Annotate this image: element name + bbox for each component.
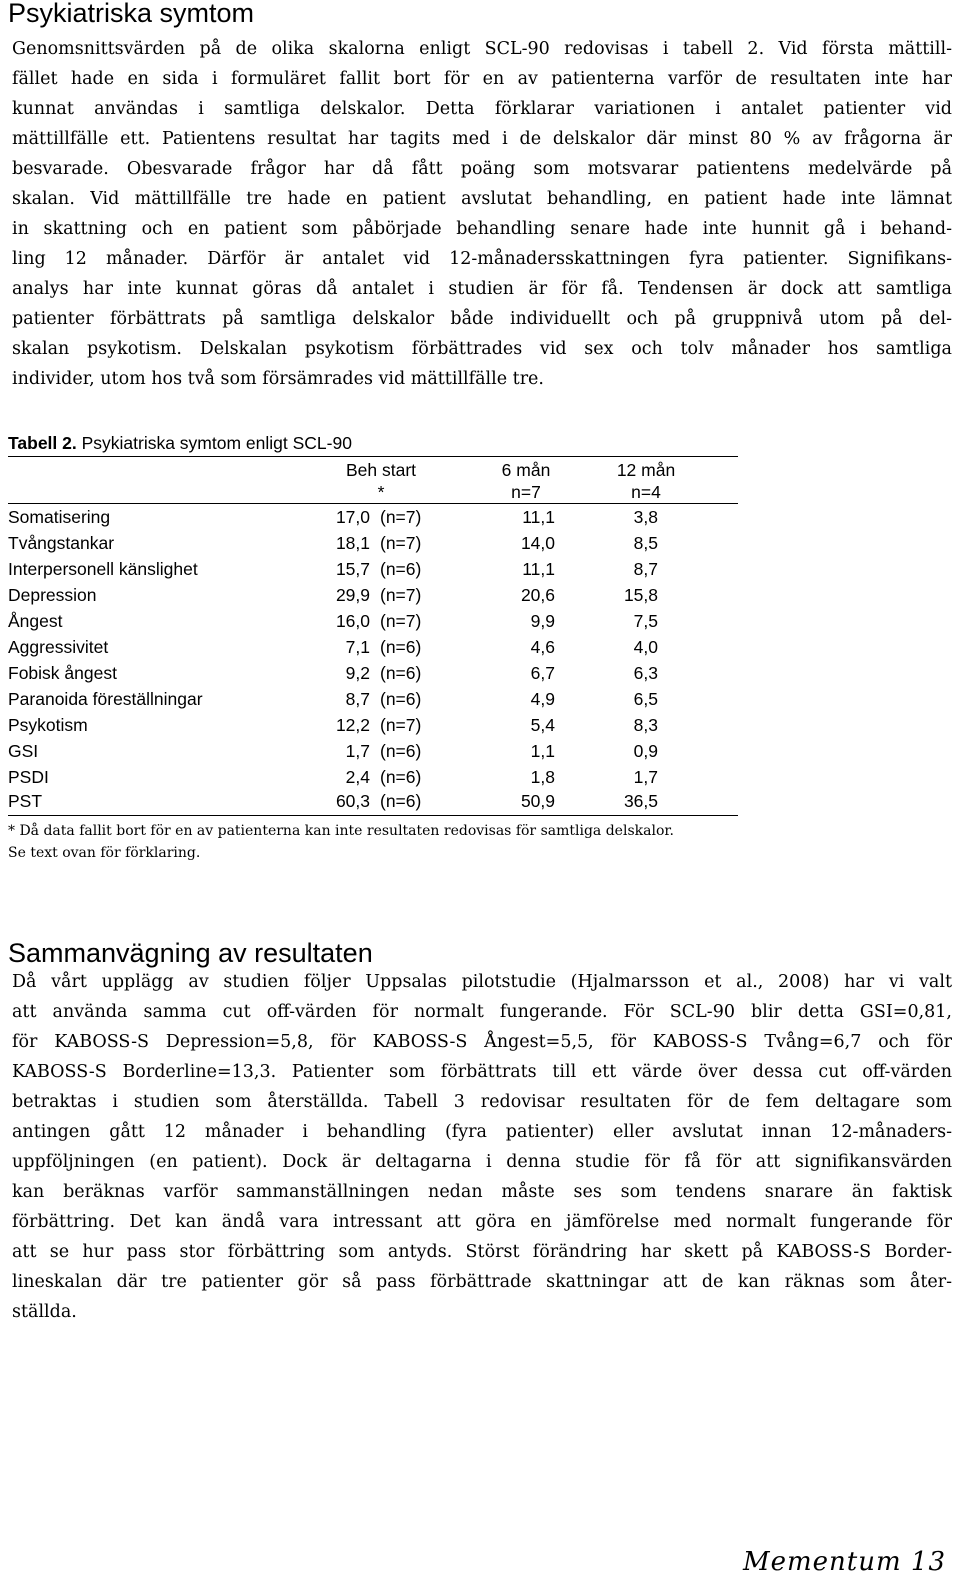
row-n: (n=6) (380, 559, 422, 579)
table-row (8, 504, 738, 530)
paragraph-line: Genomsnittsvärden på de olika skalorna enligt SCL-90 redovisas i tabell 2. Vid första mättill- (12, 39, 952, 59)
row-6-man: 20,6 (520, 585, 555, 605)
row-label: Fobisk ångest (8, 663, 117, 683)
row-6-man: 1,1 (530, 741, 555, 761)
header-12-man-n: n=4 (631, 482, 661, 502)
paragraph-line: uppföljningen (en patient). Dock är deltagarna i denna studie för få för att signifikansvärden (12, 1152, 952, 1172)
section-heading-sammanvagning: Sammanvägning av resultaten (8, 938, 373, 968)
row-12-man: 8,3 (633, 715, 658, 735)
table-row (8, 788, 738, 814)
header-beh-start-note: * (377, 482, 385, 502)
paragraph-line: betraktas i studien som återställda. Tabell 3 redovisar resultaten för de fem deltagare som (12, 1092, 952, 1112)
row-beh-start: 7,1 (345, 637, 370, 657)
paragraph-line: ställda. (12, 1302, 77, 1322)
paragraph-line: att se hur pass stor förbättring som antyds. Störst förändring har skett på KABOSS-S Border- (12, 1242, 952, 1262)
row-6-man: 4,9 (530, 689, 555, 709)
row-12-man: 36,5 (623, 791, 658, 811)
row-n: (n=6) (380, 689, 422, 709)
row-beh-start: 29,9 (335, 585, 370, 605)
table-bottom-rule (8, 815, 738, 816)
paragraph-line: för KABOSS-S Depression=5,8, för KABOSS-S Ångest=5,5, för KABOSS-S Tvång=6,7 och för (12, 1032, 952, 1052)
row-label: GSI (8, 741, 39, 761)
header-12-man (591, 459, 701, 503)
table-row (8, 634, 738, 660)
paragraph-line: ling 12 månader. Därför är antalet vid 12-månadersskattningen fyra patienter. Signifikans- (12, 249, 952, 269)
table-top-rule (8, 456, 738, 457)
row-beh-start: 9,2 (345, 663, 370, 683)
row-12-man: 7,5 (633, 611, 658, 631)
row-label: Psykotism (8, 715, 88, 735)
row-label: Ångest (8, 611, 63, 631)
paragraph-line: besvarade. Obesvarade frågor har då fått poäng som motsvarar patientens medelvärde på (12, 159, 952, 179)
row-beh-start: 18,1 (335, 533, 370, 553)
table-footnote (8, 820, 674, 864)
row-label: Somatisering (8, 507, 111, 527)
table-row (8, 608, 738, 634)
section-heading-psykiatriska-symtom: Psykiatriska symtom (8, 0, 255, 28)
row-6-man: 9,9 (530, 611, 555, 631)
row-12-man: 6,3 (633, 663, 658, 683)
paragraph-line: in skattning och en patient som påbörjade behandling senare hade inte hunnit gå i behand- (12, 219, 952, 239)
footnote-line: * Då data fallit bort för en av patienterna kan inte resultaten redovisas för samtliga delskalor. (8, 823, 674, 839)
table-caption-number: Tabell 2. (8, 433, 77, 453)
paragraph-psykiatriska-symtom (12, 34, 952, 394)
paragraph-line: mättillfälle ett. Patientens resultat har tagits med i de delskalor där minst 80 % av frågorna är (12, 129, 952, 149)
paragraph-line: individer, utom hos två som försämrades vid mättillfälle tre. (12, 369, 544, 389)
row-n: (n=7) (380, 611, 422, 631)
table-row (8, 764, 738, 790)
paragraph-line: kan beräknas varför sammanställningen nedan måste ses som tendens snarare än faktisk (12, 1182, 952, 1202)
row-n: (n=7) (380, 533, 422, 553)
page-footer (743, 1547, 946, 1577)
table-row (8, 530, 738, 556)
row-6-man: 50,9 (520, 791, 555, 811)
row-label: PST (8, 791, 43, 811)
row-6-man: 6,7 (530, 663, 555, 683)
table-caption-text: Psykiatriska symtom enligt SCL-90 (76, 433, 352, 453)
row-label: Tvångstankar (8, 533, 115, 553)
table-row (8, 686, 738, 712)
row-12-man: 8,5 (633, 533, 658, 553)
row-label: Paranoida föreställningar (8, 689, 203, 709)
row-12-man: 6,5 (633, 689, 658, 709)
table-caption (8, 432, 352, 454)
row-n: (n=6) (380, 663, 422, 683)
row-label: PSDI (8, 767, 49, 787)
row-beh-start: 17,0 (335, 507, 370, 527)
table-row (8, 582, 738, 608)
row-12-man: 15,8 (623, 585, 658, 605)
page-number: 13 (910, 1547, 946, 1577)
paragraph-line: kunnat användas i samtliga delskalor. Detta förklarar variationen i antalet patienter vid (12, 99, 952, 119)
row-n: (n=7) (380, 507, 422, 527)
row-12-man: 8,7 (633, 559, 658, 579)
row-beh-start: 8,7 (345, 689, 370, 709)
paragraph-line: patienter förbättrats på samtliga delskalor både individuellt och på gruppnivå utom på del- (12, 309, 952, 329)
paragraph-line: Då vårt upplägg av studien följer Uppsalas pilotstudie (Hjalmarsson et al., 2008) har vi valt (12, 972, 952, 992)
row-label: Interpersonell känslighet (8, 559, 198, 579)
header-beh-start (326, 459, 436, 503)
row-12-man: 4,0 (633, 637, 658, 657)
footnote-line: Se text ovan för förklaring. (8, 845, 201, 861)
row-beh-start: 15,7 (335, 559, 370, 579)
row-12-man: 3,8 (633, 507, 658, 527)
row-n: (n=7) (380, 585, 422, 605)
table-row (8, 738, 738, 764)
row-12-man: 1,7 (633, 767, 658, 787)
paragraph-line: fället hade en sida i formuläret fallit bort för en av patienterna varför de resultaten inte har (12, 69, 952, 89)
row-6-man: 14,0 (520, 533, 555, 553)
paragraph-line: antingen gått 12 månader i behandling (fyra patienter) eller avslutat innan 12-månaders- (12, 1122, 952, 1142)
row-n: (n=6) (380, 637, 422, 657)
table-row (8, 712, 738, 738)
row-beh-start: 60,3 (335, 791, 370, 811)
row-6-man: 11,1 (522, 507, 555, 527)
header-12-man-label: 12 mån (616, 460, 676, 480)
row-beh-start: 16,0 (335, 611, 370, 631)
header-beh-start-label: Beh start (345, 460, 417, 480)
row-label: Aggressivitet (8, 637, 109, 657)
paragraph-line: KABOSS-S Borderline=13,3. Patienter som förbättrats till ett värde över dessa cut off-värden (12, 1062, 952, 1082)
row-n: (n=6) (380, 791, 422, 811)
row-n: (n=7) (380, 715, 422, 735)
header-6-man-n: n=7 (511, 482, 541, 502)
publication-name: Mementum (742, 1547, 902, 1577)
table-row (8, 556, 738, 582)
row-6-man: 4,6 (530, 637, 555, 657)
paragraph-line: skalan psykotism. Delskalan psykotism förbättrades vid sex och tolv månader hos samtliga (12, 339, 952, 359)
row-n: (n=6) (380, 767, 422, 787)
row-6-man: 11,1 (522, 559, 555, 579)
paragraph-sammanvagning (12, 967, 952, 1327)
table-row (8, 660, 738, 686)
paragraph-line: förbättring. Det kan ändå vara intressant att göra en jämförelse med normalt fungerande för (12, 1212, 952, 1232)
paragraph-line: lineskalan där tre patienter gör så pass förbättrade skattningar att de kan räknas som åter- (12, 1272, 952, 1292)
row-6-man: 5,4 (530, 715, 555, 735)
row-beh-start: 12,2 (335, 715, 370, 735)
paragraph-line: analys har inte kunnat göras då antalet i studien är för få. Tendensen är dock att samtliga (12, 279, 952, 299)
row-n: (n=6) (380, 741, 422, 761)
row-12-man: 0,9 (633, 741, 658, 761)
row-beh-start: 2,4 (345, 767, 370, 787)
row-label: Depression (8, 585, 97, 605)
header-6-man (476, 459, 576, 503)
row-beh-start: 1,7 (345, 741, 370, 761)
paragraph-line: skalan. Vid mättillfälle tre hade en patient avslutat behandling, en patient hade inte lämnat (12, 189, 952, 209)
paragraph-line: att använda samma cut off-värden för normalt fungerande. För SCL-90 blir detta GSI=0,81, (12, 1002, 952, 1022)
header-6-man-label: 6 mån (501, 460, 551, 480)
row-6-man: 1,8 (530, 767, 555, 787)
